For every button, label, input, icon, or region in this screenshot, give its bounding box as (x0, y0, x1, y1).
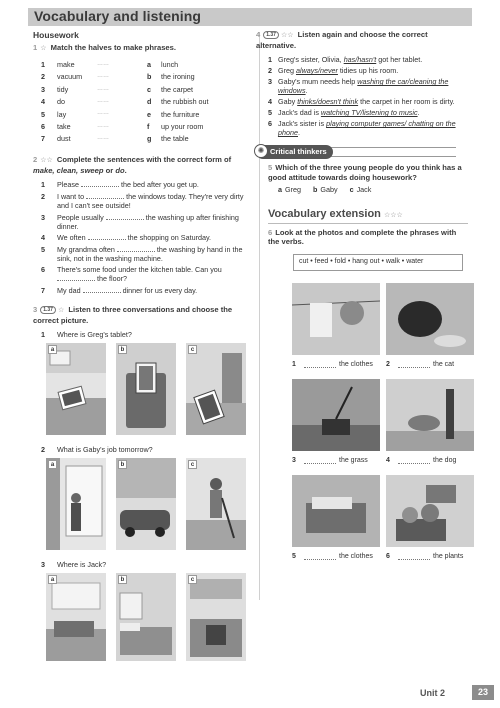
answer-blank[interactable] (88, 234, 126, 240)
match-row: 2 vacuum …… b the ironing (41, 72, 195, 82)
picture-option[interactable]: b (116, 458, 176, 550)
caption: 2 the cat (386, 360, 455, 368)
choice-text[interactable]: watching TV/listening to music (320, 108, 418, 118)
alternative-item: 6 Jack's sister is playing computer games/ chatting on the phone. (268, 119, 456, 138)
answer-blank[interactable] (57, 275, 95, 281)
picture-set-3 (46, 573, 251, 661)
sentence-list (33, 180, 251, 295)
page-title: Vocabulary and listening (34, 8, 202, 24)
option-c[interactable]: c Jack (349, 185, 372, 195)
caption: 1 the clothes (292, 360, 373, 368)
caption: 6 the plants (386, 552, 464, 560)
choice-text[interactable]: has/hasn't (343, 55, 377, 65)
title-bar (28, 8, 472, 26)
sentence-item: 6 There's some food under the kitchen table. Can you the floor? (41, 265, 222, 284)
caption: 3 the grass (292, 456, 368, 464)
alternative-item: 5 Jack's dad is watching TV/listening to music. (268, 108, 420, 118)
exercise-5-question: 5 Which of the three young people do you think has a good attitude towards doing housework? (268, 163, 462, 182)
answer-blank[interactable] (398, 362, 430, 368)
left-column (33, 30, 251, 661)
tablet-on-floor-illustration (186, 343, 246, 435)
question: 1 Where is Greg's tablet? (41, 330, 132, 340)
alternative-item: 2 Greg always/never tidies up his room. (268, 66, 399, 76)
alternative-item: 4 Gaby thinks/doesn't think the carpet in her room is dirty. (268, 97, 455, 107)
choice-text[interactable]: thinks/doesn't think (297, 97, 359, 107)
photo-cat (386, 283, 474, 355)
word-box: cut • feed • fold • hang out • walk • water (293, 254, 463, 271)
picture-option[interactable]: b (116, 343, 176, 435)
picture-option[interactable]: c (186, 343, 246, 435)
picture-set-2 (46, 458, 251, 550)
audio-icon[interactable]: 1.37 (40, 306, 56, 314)
exercise-2-instruction: 2 ☆☆ Complete the sentences with the correct form of make, clean, sweep or do. (33, 155, 232, 175)
caption: 4 the dog (386, 456, 457, 464)
critical-thinkers-label: Critical thinkers (256, 145, 333, 158)
page-number: 23 (472, 685, 494, 700)
alternative-item: 1 Greg's sister, Olivia, has/hasn't got her tablet. (268, 55, 423, 65)
bedroom-illustration (116, 573, 176, 661)
sentence-item: 3 People usually the washing up after finishing dinner. (41, 212, 239, 231)
match-row: 3 tidy …… c the carpet (41, 84, 193, 94)
alternative-item: 3 Gaby's mum needs help washing the car/cleaning the windows. (268, 77, 449, 96)
sentence-item: 5 My grandma often the washing by hand in the sink, not in the washing machine. (41, 244, 243, 263)
photo-lawnmower (292, 379, 380, 451)
match-list (33, 58, 251, 145)
exercise-6-instruction: 6 Look at the photos and complete the phrases with the verbs. (268, 227, 457, 247)
match-row: 1 make …… a lunch (41, 60, 179, 70)
picture-option[interactable]: a (46, 573, 106, 661)
photo-grid (268, 283, 468, 571)
answer-blank[interactable] (398, 458, 430, 464)
match-row: 4 do …… d the rubbish out (41, 97, 209, 107)
caption: 5 the clothes (292, 552, 373, 560)
picture-option[interactable]: c (186, 573, 246, 661)
answer-blank[interactable] (86, 193, 124, 199)
picture-option[interactable]: c (186, 458, 246, 550)
answer-options (278, 185, 468, 194)
match-row: 5 lay …… e the furniture (41, 109, 200, 119)
answer-blank[interactable] (304, 554, 336, 560)
match-row: 6 take …… f up your room (41, 122, 204, 132)
photo-dog (386, 379, 474, 451)
sentence-item: 2 I want to the windows today. They're very dirty and I can't see outside! (41, 191, 244, 210)
tablet-on-bed-illustration (46, 343, 106, 435)
tablet-in-bag-illustration (116, 343, 176, 435)
extension-title: Vocabulary extension ☆☆☆ (268, 208, 468, 224)
answer-blank[interactable] (304, 458, 336, 464)
exercise-1-instruction: 1 ☆ Match the halves to make phrases. (33, 42, 176, 52)
choice-text[interactable]: washing the car/cleaning the windows (278, 77, 449, 96)
lightbulb-icon: ✺ (254, 144, 268, 158)
section-subtitle: Housework (33, 30, 79, 40)
choice-text[interactable]: always/never (295, 66, 338, 76)
answer-blank[interactable] (304, 362, 336, 368)
unit-label: Unit 2 (420, 688, 446, 698)
sentence-item: 4 We often the shopping on Saturday. (41, 233, 212, 243)
exercise-4-instruction: 4 1.37 ☆☆ Listen again and choose the correct alternative. (256, 30, 428, 50)
sentence-item: 7 My dad dinner for us every day. (41, 285, 198, 295)
match-row: 7 dust …… g the table (41, 134, 189, 144)
critical-thinkers-header (256, 145, 468, 159)
photo-clothes-line (292, 283, 380, 355)
vacuuming-carpet-illustration (186, 458, 246, 550)
sentence-item: 1 Please the bed after you get up. (41, 180, 199, 190)
option-b[interactable]: b Gaby (312, 185, 338, 195)
right-column (256, 30, 468, 571)
answer-blank[interactable] (81, 181, 119, 187)
column-divider (259, 32, 260, 600)
picture-set-1 (46, 343, 251, 435)
living-room-illustration (46, 573, 106, 661)
picture-option[interactable]: a (46, 458, 106, 550)
answer-blank[interactable] (83, 287, 121, 293)
photo-folding-clothes (292, 475, 380, 547)
answer-blank[interactable] (398, 554, 430, 560)
option-a[interactable]: a Greg (278, 185, 301, 195)
washing-car-illustration (116, 458, 176, 550)
choice-text[interactable]: playing computer games/ chatting on the phone (278, 119, 456, 138)
kitchen-illustration (186, 573, 246, 661)
exercise-3-instruction: 3 1.37 ☆ Listen to three conversations and choose the correct picture. (33, 304, 233, 325)
picture-option[interactable]: b (116, 573, 176, 661)
photo-watering-plants (386, 475, 474, 547)
answer-blank[interactable] (106, 214, 144, 220)
audio-icon[interactable]: 1.37 (263, 31, 279, 39)
question: 2 What is Gaby's job tomorrow? (41, 445, 153, 455)
answer-blank[interactable] (117, 246, 155, 252)
alternatives-list (268, 55, 468, 137)
picture-option[interactable]: a (46, 343, 106, 435)
question: 3 Where is Jack? (41, 560, 107, 570)
cleaning-windows-illustration (46, 458, 106, 550)
